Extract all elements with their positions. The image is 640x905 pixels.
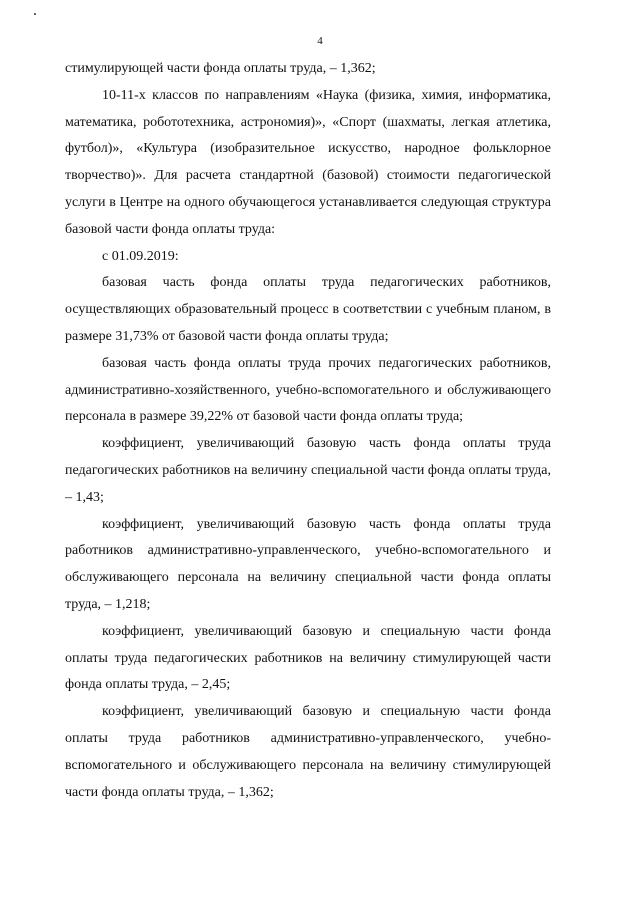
paragraph-classes-directions: 10-11-х классов по направлениям «Наука (физика, химия, информатика, математика, робототехника, астрономия)», «Спорт (шахматы, легкая атлетика, футбол)», «Культура (изобразительное искусство, народное фольклорное творчество)». Для расчета стандартной (базовой) стоимости педагогической услуги в Центре на одного обучающегося устанавливается следующая структура базовой части фонда оплаты труда: — [65, 87, 551, 237]
paragraph-coefficient-special-admin: коэффициент, увеличивающий базовую часть фонда оплаты труда работников административно-управленческого, учебно-вспомогательного и обслуживающего персонала на величину специальной части фонда оплаты труда, – 1,218; — [65, 516, 551, 612]
page-number: 4 — [317, 35, 323, 47]
document-body — [65, 56, 551, 806]
paragraph-base-teaching-staff: базовая часть фонда оплаты труда педагогических работников, осуществляющих образовательный процесс в соответствии с учебным планом, в размере 31,73% от базовой части фонда оплаты труда; — [65, 275, 551, 344]
paragraph-coefficient-special-teaching: коэффициент, увеличивающий базовую часть фонда оплаты труда педагогических работников на величину специальной части фонда оплаты труда, – 1,43; — [65, 436, 551, 505]
paragraph-base-other-staff: базовая часть фонда оплаты труда прочих педагогических работников, административно-хозяйственного, учебно-вспомогательного и обслуживающего персонала в размере 39,22% от базовой части фонда оплаты труда; — [65, 355, 551, 425]
paragraph-coefficient-stimulating-teaching: коэффициент, увеличивающий базовую и специальную части фонда оплаты труда педагогических работников на величину стимулирующей части фонда оплаты труда, – 2,45; — [65, 623, 551, 693]
paragraph-coefficient-stimulating-admin: коэффициент, увеличивающий базовую и специальную части фонда оплаты труда работников административно-управленческого, учебно-вспомогательного и обслуживающего персонала на величину стимулирующей части фонда оплаты труда, – 1,362; — [65, 704, 551, 800]
scan-speck — [34, 13, 36, 15]
paragraph-continuation: стимулирующей части фонда оплаты труда, – 1,362; — [65, 61, 376, 76]
paragraph-effective-date: с 01.09.2019: — [102, 248, 179, 264]
